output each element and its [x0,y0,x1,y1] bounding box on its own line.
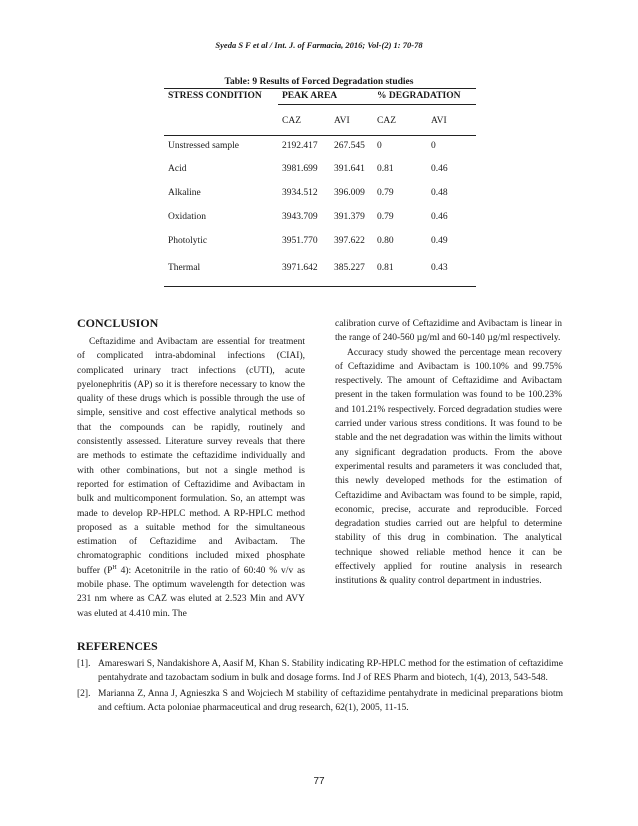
conclusion-left-column [77,316,305,621]
conclusion-paragraph [77,335,305,621]
reference-text: Amareswari S, Nandakishore A, Aasif M, Khan S. Stability indicating RP-HPLC method for the estimation of ceftazidime pentahydrate and tazobactam sodium in bulk and dosage forms. Ind J of RES Pharm and biotech, 1(4), 2013, 543-548. [98,659,563,684]
row-caz-deg: 0.80 [377,236,394,246]
row-caz-deg: 0.81 [377,263,394,273]
header-sub-rule [278,104,476,105]
subheader-avi-deg: AVI [431,116,447,126]
row-caz-deg: 0.79 [377,188,394,198]
header-pct-degradation: % DEGRADATION [377,91,461,101]
row-caz-area: 3951.770 [282,236,318,246]
references-heading: REFERENCES [77,639,158,653]
references-list [77,657,563,716]
row-avi-area: 396.009 [334,188,365,198]
row-condition: Photolytic [168,236,208,246]
row-caz-deg: 0.81 [377,164,394,174]
row-avi-area: 385.227 [334,263,365,273]
row-condition: Oxidation [168,212,206,222]
row-avi-deg: 0 [431,141,436,151]
row-condition: Unstressed sample [168,141,239,151]
row-avi-area: 391.641 [334,164,365,174]
reference-number: [2]. [77,688,91,699]
row-condition: Alkaline [168,188,201,198]
table-title: Table: 9 Results of Forced Degradation studies [224,77,414,87]
table-top-rule [164,88,476,89]
row-caz-deg: 0.79 [377,212,394,222]
reference-text: Marianna Z, Anna J, Agnieszka S and Wojciech M stability of ceftazidime pentahydrate in medicinal preparations biotm and ceftium. Acta poloniae pharmaceutical and drug research, 62(1), 2005, 11-15. [98,688,563,713]
row-avi-deg: 0.48 [431,188,448,198]
subheader-caz-deg: CAZ [377,116,396,126]
row-avi-area: 391.379 [334,212,365,222]
header-peak-area: PEAK AREA [282,91,338,101]
row-avi-area: 267.545 [334,141,365,151]
conclusion-heading: CONCLUSION [77,316,159,330]
reference-number: [1]. [77,659,91,669]
row-avi-deg: 0.46 [431,164,448,174]
row-caz-area: 3981.699 [282,164,318,174]
conclusion-accuracy-paragraph: Accuracy study showed the percentage mean recovery of Ceftazidime and Avibactam is 100.10% and 99.75% respectively. The amount of Ceftazidime and Avibactam present in the taken formulation was found to be 100.23% and 101.21% respectively. Forced degradation studies were carried under various stress conditions. It was found to be stable and the net degradation was within the limits without any significant degradation products. From the above experimental results and parameters it was concluded that, this newly developed methods for the estimation of Ceftazidime and Avibactam was found to be simple, rapid, economic, precise, accurate and reproducible. Forced degradation studies carried out are helpful to determine stability of this drug in combination. The analytical technique showed reliable method hence it can be effectively applied for routine analysis in research institutions & quality control department in industries. [335,347,562,587]
row-caz-area: 2192.417 [282,141,318,151]
reference-item [77,687,563,716]
row-caz-area: 3934.512 [282,188,318,198]
row-avi-deg: 0.49 [431,236,448,246]
page-number: 77 [313,776,325,787]
header-bottom-rule [164,135,476,136]
row-caz-area: 3943.709 [282,212,318,222]
running-header: Syeda S F et al / Int. J. of Farmacia, 2016; Vol-(2) 1: 70-78 [215,40,423,50]
row-caz-area: 3971.642 [282,263,318,273]
conclusion-text-b: 4): Acetonitrile in the ratio of 60:40 % v/v as mobile phase. The optimum wavelength for detection was 231 nm where as CAZ was eluted at 2.523 Min and AVY was eluted at 4.410 min. The [77,565,306,619]
row-avi-area: 397.622 [334,236,365,246]
ph-superscript: H [112,564,117,571]
subheader-avi-area: AVI [334,116,350,126]
conclusion-right-column [335,317,562,589]
row-condition: Thermal [168,263,201,273]
conclusion-continued-paragraph: calibration curve of Ceftazidime and Avibactam is linear in the range of 240-560 µg/ml and 60-140 µg/ml respectively. [335,319,562,344]
table-bottom-rule [164,286,476,287]
conclusion-text-a: Ceftazidime and Avibactam are essential for treatment of complicated intra-abdominal infections (CIAI), complicated urinary tract infections (cUTI), acute pyelonephritis (AP) so it is therefore necessary to know the quality of these drugs which is possible through the use of simple, sensitive and cost effective analytical methods so that the compounds can be rapidly, routinely and consistently assessed. Literature survey reveals that there are methods to estimate the ceftazidime individually and with other combinations, but not a single method is reported for estimation of Ceftazidime and Avibactam in bulk and multicomponent formulation. So, an attempt was made to develop RP-HPLC method. A RP-HPLC method proposed as a suitable method for the simultaneous estimation of Ceftazidime and Avibactam. The chromatographic conditions included mixed phosphate buffer (P [77,337,305,576]
row-avi-deg: 0.46 [431,212,448,222]
row-condition: Acid [168,164,187,174]
reference-item [77,657,563,686]
row-avi-deg: 0.43 [431,263,448,273]
header-stress-condition: STRESS CONDITION [168,91,262,101]
subheader-caz-area: CAZ [282,116,301,126]
row-caz-deg: 0 [377,141,382,151]
